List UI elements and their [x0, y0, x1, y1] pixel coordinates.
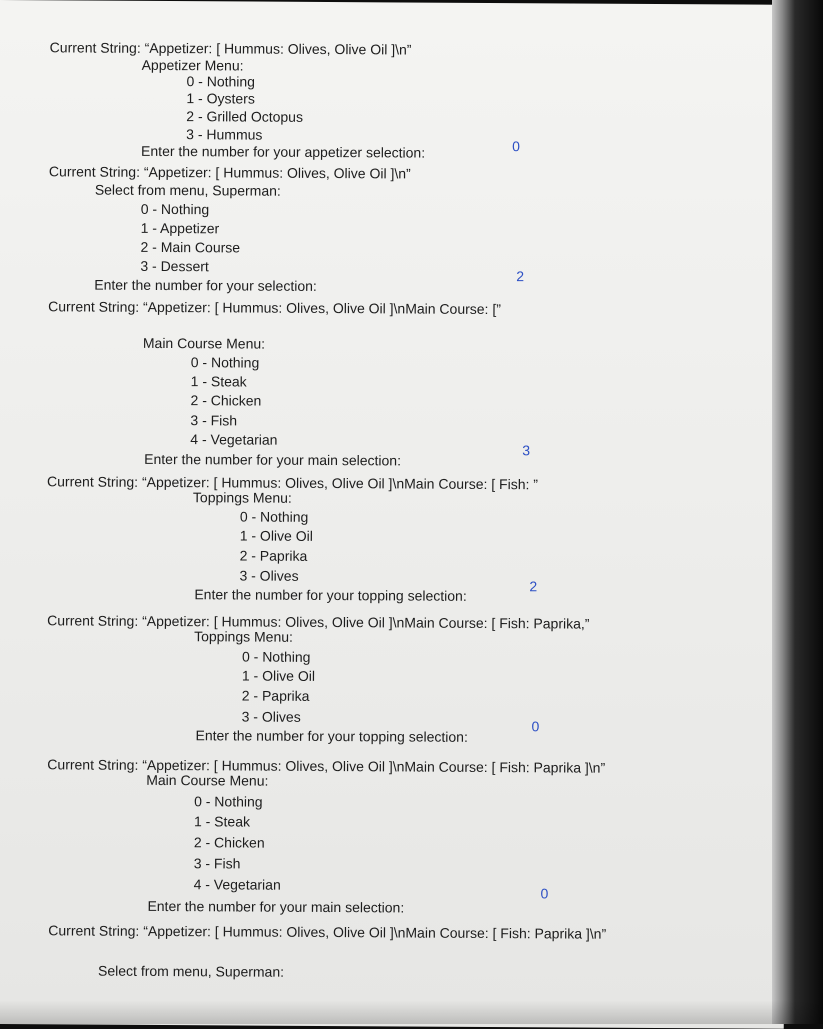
current-string-line: Current String: “Appetizer: [ Hummus: Olives, Olive Oil ]\n” — [48, 163, 411, 182]
menu-option: 1 - Oysters — [186, 90, 255, 107]
menu-option: 2 - Chicken — [193, 834, 265, 851]
prompt-line: Enter the number for your appetizer selection: — [141, 142, 426, 161]
screen-edge-shadow — [0, 1000, 823, 1024]
prompt-line: Enter the number for your main selection: — [144, 450, 402, 469]
menu-option: 0 - Nothing — [190, 354, 260, 371]
current-string-line: Current String: “Appetizer: [ Hummus: Olives, Olive Oil ]\n” — [49, 39, 412, 58]
menu-option: 0 - Nothing — [241, 648, 311, 665]
menu-option: 0 - Nothing — [239, 508, 309, 525]
menu-option: 4 - Vegetarian — [193, 876, 281, 893]
current-string-line: Current String: “Appetizer: [ Hummus: Olives, Olive Oil ]\nMain Course: [ Fish: Paprika ]\n” — [47, 756, 606, 776]
menu-title: Toppings Menu: — [194, 628, 294, 645]
user-input-value: 0 — [531, 718, 540, 735]
menu-title: Main Course Menu: — [146, 771, 269, 789]
menu-option: 2 - Paprika — [241, 687, 310, 704]
user-input-value: 2 — [529, 578, 538, 595]
menu-option: 1 - Steak — [193, 813, 251, 830]
current-string-line: Current String: “Appetizer: [ Hummus: Olives, Olive Oil ]\nMain Course: [” — [48, 298, 501, 318]
menu-title: Toppings Menu: — [192, 489, 292, 506]
menu-option: 2 - Chicken — [190, 392, 262, 409]
menu-option: 3 - Fish — [190, 412, 238, 429]
menu-title: Select from menu, Superman: — [94, 181, 281, 199]
menu-option: 3 - Fish — [193, 855, 241, 872]
menu-option: 3 - Olives — [241, 708, 301, 725]
prompt-line: Enter the number for your topping selection: — [194, 586, 467, 604]
menu-option: 3 - Dessert — [140, 257, 209, 275]
menu-option: 0 - Nothing — [186, 73, 256, 90]
menu-option: 4 - Vegetarian — [190, 431, 278, 448]
current-string-line: Current String: “Appetizer: [ Hummus: Olives, Olive Oil ]\nMain Course: [ Fish: Paprika ]\n” — [48, 922, 607, 942]
menu-title: Main Course Menu: — [142, 334, 266, 352]
current-string-line: Current String: “Appetizer: [ Hummus: Olives, Olive Oil ]\nMain Course: [ Fish: ” — [47, 473, 539, 493]
menu-title: Appetizer Menu: — [141, 56, 244, 74]
menu-option: 2 - Grilled Octopus — [186, 108, 304, 125]
menu-option: 3 - Olives — [239, 567, 299, 584]
user-input-value: 0 — [540, 885, 549, 902]
user-input-value: 2 — [516, 268, 525, 285]
menu-option: 1 - Appetizer — [140, 219, 220, 237]
prompt-line: Enter the number for your topping selection: — [195, 727, 468, 745]
menu-option: 1 - Olive Oil — [239, 527, 313, 544]
menu-option: 2 - Main Course — [140, 238, 241, 256]
menu-option: 1 - Steak — [190, 373, 247, 390]
menu-option: 0 - Nothing — [140, 200, 210, 218]
user-input-value: 0 — [512, 138, 520, 155]
menu-option: 0 - Nothing — [194, 793, 263, 810]
user-input-value: 3 — [522, 442, 531, 459]
menu-option: 1 - Olive Oil — [241, 667, 316, 684]
prompt-line: Enter the number for your selection: — [94, 276, 317, 294]
menu-title: Select from menu, Superman: — [98, 962, 285, 980]
prompt-line: Enter the number for your main selection: — [147, 897, 405, 916]
monitor-bezel — [772, 0, 823, 1024]
menu-option: 3 - Hummus — [186, 126, 263, 143]
current-string-line: Current String: “Appetizer: [ Hummus: Olives, Olive Oil ]\nMain Course: [ Fish: Paprika,” — [47, 612, 590, 632]
menu-option: 2 - Paprika — [239, 547, 308, 564]
